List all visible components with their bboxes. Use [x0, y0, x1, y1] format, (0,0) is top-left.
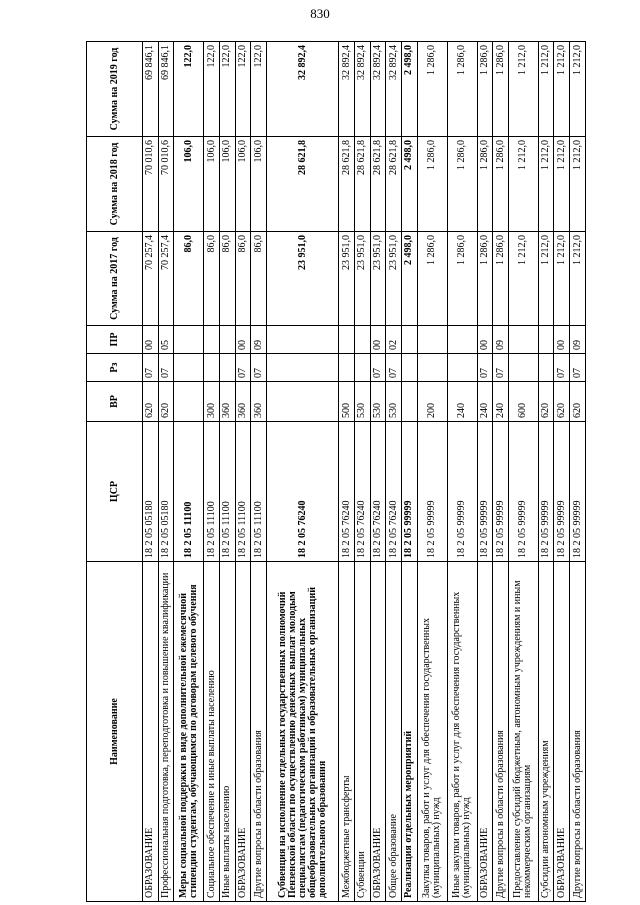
cell-vr: 240	[477, 382, 493, 422]
cell-csr: 18 2 05 99999	[570, 422, 586, 562]
cell-rz	[447, 354, 477, 382]
cell-csr: 18 2 05 99999	[477, 422, 493, 562]
cell-sum-2018: 106,0	[219, 137, 235, 232]
cell-csr: 18 2 05 99999	[447, 422, 477, 562]
cell-csr: 18 2 05 76240	[339, 422, 355, 562]
table-header-row	[87, 42, 143, 902]
cell-vr: 300	[204, 382, 220, 422]
cell-sum-2017: 1 212,0	[538, 232, 554, 326]
cell-csr: 18 2 05 11100	[219, 422, 235, 562]
cell-sum-2017: 1 212,0	[508, 232, 538, 326]
cell-sum-2018: 1 286,0	[493, 137, 509, 232]
cell-csr: 18 2 05 76240	[386, 422, 402, 562]
table-row	[158, 42, 174, 902]
cell-sum-2019: 122,0	[235, 42, 251, 137]
cell-rz: 07	[251, 354, 267, 382]
cell-sum-2018: 106,0	[174, 137, 204, 232]
cell-name: Субвенции	[355, 562, 371, 902]
cell-vr: 200	[417, 382, 447, 422]
cell-rz: 07	[570, 354, 586, 382]
cell-pr	[417, 326, 447, 354]
cell-vr	[174, 382, 204, 422]
cell-rz	[219, 354, 235, 382]
table-row	[386, 42, 402, 902]
rotated-table-wrapper	[86, 42, 586, 902]
cell-vr: 530	[386, 382, 402, 422]
cell-rz: 07	[143, 354, 159, 382]
header-csr: ЦСР	[87, 422, 143, 562]
cell-pr	[339, 326, 355, 354]
cell-sum-2019: 122,0	[219, 42, 235, 137]
cell-sum-2019: 1 286,0	[417, 42, 447, 137]
cell-sum-2017: 23 951,0	[386, 232, 402, 326]
cell-vr: 620	[143, 382, 159, 422]
cell-sum-2017: 86,0	[219, 232, 235, 326]
cell-name: Другие вопросы в области образования	[570, 562, 586, 902]
cell-sum-2019: 122,0	[251, 42, 267, 137]
cell-sum-2019: 122,0	[204, 42, 220, 137]
cell-sum-2017: 86,0	[235, 232, 251, 326]
cell-csr: 18 2 05 11100	[235, 422, 251, 562]
cell-csr: 18 2 05 99999	[402, 422, 418, 562]
cell-vr	[402, 382, 418, 422]
cell-vr: 360	[251, 382, 267, 422]
cell-sum-2019: 1 212,0	[570, 42, 586, 137]
cell-sum-2018: 1 212,0	[508, 137, 538, 232]
cell-pr	[219, 326, 235, 354]
cell-csr: 18 2 05 05180	[143, 422, 159, 562]
cell-sum-2018: 70 010,6	[158, 137, 174, 232]
cell-csr: 18 2 05 11100	[251, 422, 267, 562]
cell-sum-2017: 1 286,0	[477, 232, 493, 326]
cell-vr: 500	[339, 382, 355, 422]
cell-sum-2019: 32 892,4	[339, 42, 355, 137]
table-row	[219, 42, 235, 902]
cell-name: Иные закупки товаров, работ и услуг для обеспечения государственных (муниципальных) нужд	[447, 562, 477, 902]
cell-sum-2017: 1 286,0	[447, 232, 477, 326]
cell-pr: 00	[143, 326, 159, 354]
cell-rz: 07	[158, 354, 174, 382]
cell-sum-2019: 32 892,4	[370, 42, 386, 137]
cell-sum-2018: 70 010,6	[143, 137, 159, 232]
cell-vr: 240	[493, 382, 509, 422]
cell-vr: 530	[355, 382, 371, 422]
cell-pr: 09	[251, 326, 267, 354]
cell-sum-2018: 1 212,0	[538, 137, 554, 232]
cell-name: ОБРАЗОВАНИЕ	[477, 562, 493, 902]
cell-rz	[417, 354, 447, 382]
cell-sum-2017: 23 951,0	[355, 232, 371, 326]
cell-csr: 18 2 05 99999	[508, 422, 538, 562]
cell-name: Реализация отдельных мероприятий	[402, 562, 418, 902]
cell-name: Иные выплаты населению	[219, 562, 235, 902]
cell-csr: 18 2 05 99999	[554, 422, 570, 562]
cell-sum-2018: 106,0	[235, 137, 251, 232]
table-row	[508, 42, 538, 902]
cell-sum-2019: 1 286,0	[477, 42, 493, 137]
cell-name: Профессиональная подготовка, переподготовка и повышение квалификации	[158, 562, 174, 902]
cell-pr: 09	[493, 326, 509, 354]
cell-pr	[447, 326, 477, 354]
cell-csr: 18 2 05 76240	[370, 422, 386, 562]
cell-pr	[402, 326, 418, 354]
cell-rz	[266, 354, 339, 382]
table-row	[235, 42, 251, 902]
cell-vr: 530	[370, 382, 386, 422]
cell-pr	[508, 326, 538, 354]
cell-rz: 07	[477, 354, 493, 382]
cell-name: Субсидии автономным учреждениям	[538, 562, 554, 902]
cell-sum-2017: 23 951,0	[370, 232, 386, 326]
cell-sum-2017: 86,0	[174, 232, 204, 326]
cell-pr: 00	[477, 326, 493, 354]
cell-sum-2018: 28 621,8	[266, 137, 339, 232]
cell-name: Межбюджетные трансферты	[339, 562, 355, 902]
table-row	[554, 42, 570, 902]
cell-name: Меры социальной поддержки в виде дополнительной ежемесячной стипендии студентам, обучающимся по договорам целевого обучения	[174, 562, 204, 902]
cell-pr	[355, 326, 371, 354]
cell-csr: 18 2 05 11100	[174, 422, 204, 562]
cell-rz	[204, 354, 220, 382]
cell-rz	[508, 354, 538, 382]
cell-sum-2017: 1 286,0	[417, 232, 447, 326]
cell-rz	[402, 354, 418, 382]
table-row	[204, 42, 220, 902]
header-vr: ВР	[87, 382, 143, 422]
cell-csr: 18 2 05 99999	[417, 422, 447, 562]
cell-pr: 05	[158, 326, 174, 354]
cell-vr: 620	[570, 382, 586, 422]
table-row	[417, 42, 447, 902]
cell-name: Другие вопросы в области образования	[251, 562, 267, 902]
cell-pr: 02	[386, 326, 402, 354]
cell-sum-2017: 23 951,0	[339, 232, 355, 326]
cell-sum-2019: 122,0	[174, 42, 204, 137]
cell-name: Предоставление субсидий бюджетным, автономным учреждениям и иным некоммерческим организациям	[508, 562, 538, 902]
table-row	[143, 42, 159, 902]
header-sum-2018: Сумма на 2018 год	[87, 137, 143, 232]
header-pr: ПР	[87, 326, 143, 354]
table-row	[174, 42, 204, 902]
cell-csr: 18 2 05 05180	[158, 422, 174, 562]
table-row	[447, 42, 477, 902]
table-row	[266, 42, 339, 902]
cell-sum-2018: 1 286,0	[417, 137, 447, 232]
cell-rz: 07	[235, 354, 251, 382]
cell-csr: 18 2 05 76240	[355, 422, 371, 562]
table-row	[538, 42, 554, 902]
table-body	[143, 42, 586, 902]
cell-sum-2017: 86,0	[251, 232, 267, 326]
cell-csr: 18 2 05 99999	[493, 422, 509, 562]
budget-table	[86, 41, 586, 902]
cell-rz: 07	[554, 354, 570, 382]
header-name: Наименование	[87, 562, 143, 902]
cell-sum-2017: 1 212,0	[554, 232, 570, 326]
cell-pr: 00	[554, 326, 570, 354]
cell-pr	[538, 326, 554, 354]
page-number: 830	[310, 6, 330, 21]
cell-rz: 07	[370, 354, 386, 382]
table-row	[570, 42, 586, 902]
cell-sum-2019: 1 212,0	[508, 42, 538, 137]
cell-sum-2017: 23 951,0	[266, 232, 339, 326]
header-sum-2019: Сумма на 2019 год	[87, 42, 143, 137]
cell-vr: 600	[508, 382, 538, 422]
cell-name: ОБРАЗОВАНИЕ	[143, 562, 159, 902]
cell-vr: 240	[447, 382, 477, 422]
cell-name: Другие вопросы в области образования	[493, 562, 509, 902]
cell-sum-2017: 1 212,0	[570, 232, 586, 326]
cell-sum-2018: 1 286,0	[477, 137, 493, 232]
cell-vr	[266, 382, 339, 422]
cell-sum-2018: 28 621,8	[355, 137, 371, 232]
cell-rz	[355, 354, 371, 382]
cell-sum-2019: 32 892,4	[266, 42, 339, 137]
cell-sum-2019: 1 286,0	[493, 42, 509, 137]
cell-sum-2019: 69 846,1	[158, 42, 174, 137]
cell-sum-2019: 69 846,1	[143, 42, 159, 137]
cell-sum-2019: 1 286,0	[447, 42, 477, 137]
cell-sum-2019: 32 892,4	[386, 42, 402, 137]
cell-name: Социальное обеспечение и иные выплаты населению	[204, 562, 220, 902]
table-row	[355, 42, 371, 902]
cell-sum-2018: 1 212,0	[554, 137, 570, 232]
cell-sum-2019: 32 892,4	[355, 42, 371, 137]
cell-sum-2018: 28 621,8	[339, 137, 355, 232]
cell-sum-2017: 70 257,4	[158, 232, 174, 326]
cell-sum-2018: 1 212,0	[570, 137, 586, 232]
table-row	[493, 42, 509, 902]
cell-vr: 620	[158, 382, 174, 422]
cell-pr	[204, 326, 220, 354]
table-row	[370, 42, 386, 902]
cell-vr: 620	[538, 382, 554, 422]
cell-sum-2019: 2 498,0	[402, 42, 418, 137]
cell-csr: 18 2 05 11100	[204, 422, 220, 562]
cell-sum-2018: 28 621,8	[370, 137, 386, 232]
cell-pr: 09	[570, 326, 586, 354]
cell-sum-2018: 2 498,0	[402, 137, 418, 232]
cell-rz	[339, 354, 355, 382]
table-row	[251, 42, 267, 902]
cell-pr: 00	[235, 326, 251, 354]
table-row	[477, 42, 493, 902]
cell-sum-2018: 28 621,8	[386, 137, 402, 232]
cell-rz: 07	[386, 354, 402, 382]
table-row	[339, 42, 355, 902]
cell-rz	[174, 354, 204, 382]
cell-rz: 07	[493, 354, 509, 382]
cell-sum-2018: 106,0	[204, 137, 220, 232]
cell-pr	[266, 326, 339, 354]
table-row	[402, 42, 418, 902]
cell-pr	[174, 326, 204, 354]
cell-name: ОБРАЗОВАНИЕ	[235, 562, 251, 902]
cell-sum-2017: 70 257,4	[143, 232, 159, 326]
cell-pr: 00	[370, 326, 386, 354]
cell-vr: 360	[235, 382, 251, 422]
cell-sum-2017: 2 498,0	[402, 232, 418, 326]
cell-name: Закупка товаров, работ и услуг для обеспечения государственных (муниципальных) нужд	[417, 562, 447, 902]
cell-sum-2018: 1 286,0	[447, 137, 477, 232]
cell-sum-2017: 1 286,0	[493, 232, 509, 326]
cell-name: Общее образование	[386, 562, 402, 902]
cell-vr: 620	[554, 382, 570, 422]
header-rz: Рз	[87, 354, 143, 382]
cell-sum-2017: 86,0	[204, 232, 220, 326]
cell-name: ОБРАЗОВАНИЕ	[554, 562, 570, 902]
cell-csr: 18 2 05 99999	[538, 422, 554, 562]
cell-vr: 360	[219, 382, 235, 422]
header-sum-2017: Сумма на 2017 год	[87, 232, 143, 326]
cell-name: ОБРАЗОВАНИЕ	[370, 562, 386, 902]
cell-sum-2018: 106,0	[251, 137, 267, 232]
cell-rz	[538, 354, 554, 382]
cell-name: Субвенция на исполнение отдельных государственных полномочий Пензенской области по осуществлению денежных выплат молодым специалистам (педагогическим работникам) муниципальных общеобразовательных организаций и образовательных организаций дополнительного образования	[266, 562, 339, 902]
cell-sum-2019: 1 212,0	[538, 42, 554, 137]
cell-csr: 18 2 05 76240	[266, 422, 339, 562]
cell-sum-2019: 1 212,0	[554, 42, 570, 137]
